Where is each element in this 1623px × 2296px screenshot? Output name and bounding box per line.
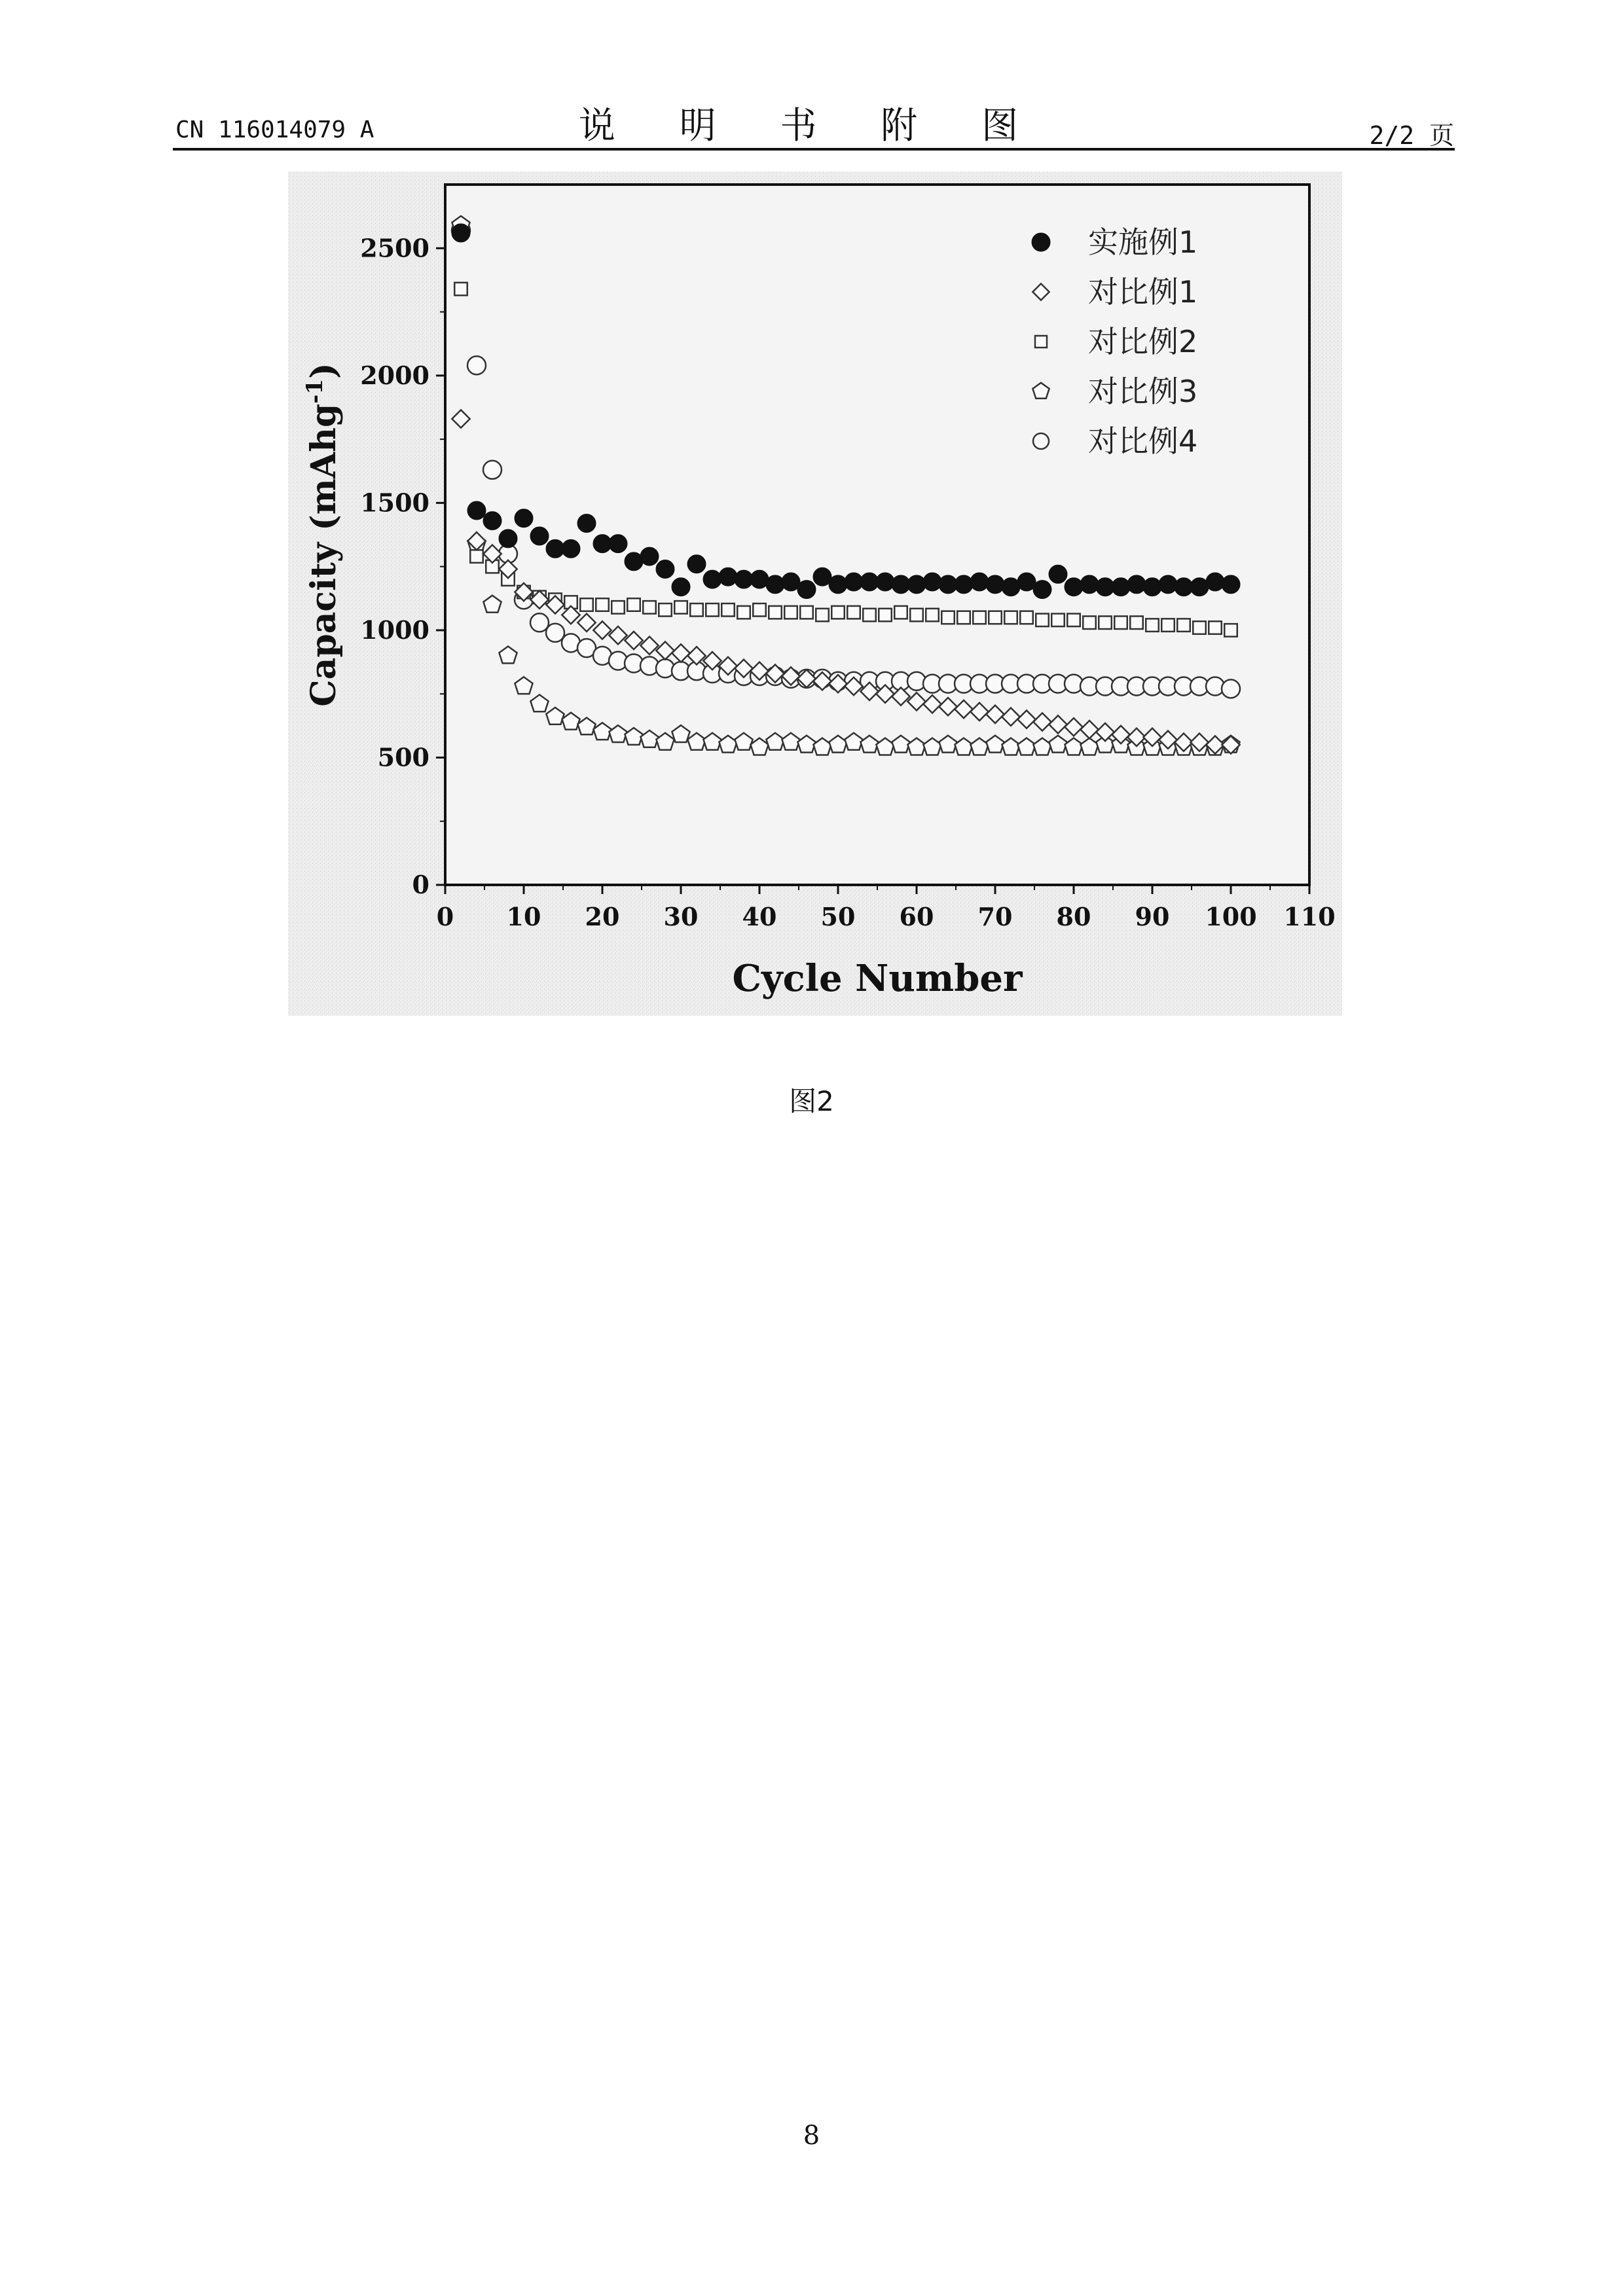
data-point bbox=[1099, 616, 1112, 629]
publication-number: CN 116014079 A bbox=[175, 117, 374, 143]
data-point bbox=[784, 606, 797, 619]
data-point bbox=[1161, 619, 1175, 632]
data-point bbox=[546, 624, 564, 642]
data-point bbox=[611, 601, 625, 614]
data-point bbox=[1193, 621, 1206, 634]
figure-caption: 图2 bbox=[789, 1085, 834, 1117]
x-tick-label: 80 bbox=[1056, 902, 1091, 931]
data-point bbox=[530, 527, 549, 545]
data-point bbox=[1146, 619, 1159, 632]
data-point bbox=[973, 611, 986, 624]
data-point bbox=[719, 567, 737, 586]
data-point bbox=[766, 575, 784, 594]
data-point bbox=[970, 573, 989, 591]
data-point bbox=[829, 575, 847, 594]
page-count: 2/2 页 bbox=[1369, 121, 1454, 150]
data-point bbox=[907, 575, 926, 594]
data-point bbox=[640, 547, 659, 565]
data-point bbox=[894, 606, 907, 619]
legend-marker bbox=[1033, 433, 1049, 449]
data-point bbox=[562, 539, 580, 558]
data-point bbox=[753, 603, 766, 617]
data-point bbox=[926, 609, 939, 622]
page-number: 8 bbox=[803, 2121, 820, 2151]
data-point bbox=[452, 224, 470, 242]
y-tick-label: 500 bbox=[377, 742, 429, 772]
data-point bbox=[910, 609, 923, 622]
x-tick-label: 50 bbox=[820, 902, 856, 931]
data-point bbox=[706, 603, 719, 617]
x-tick-label: 60 bbox=[899, 902, 934, 931]
data-point bbox=[957, 611, 970, 624]
data-point bbox=[1036, 614, 1049, 627]
data-point bbox=[467, 356, 486, 374]
x-tick-label: 100 bbox=[1205, 902, 1257, 931]
legend-label: 对比例2 bbox=[1088, 324, 1198, 359]
legend-label: 对比例3 bbox=[1088, 374, 1198, 409]
data-point bbox=[1127, 575, 1146, 594]
data-point bbox=[769, 606, 782, 619]
data-point bbox=[1222, 679, 1240, 698]
x-tick-label: 30 bbox=[663, 902, 699, 931]
data-point bbox=[876, 573, 894, 591]
x-tick-label: 90 bbox=[1135, 902, 1170, 931]
figure bbox=[288, 171, 1342, 1016]
header-rule bbox=[173, 148, 1455, 151]
capacity-chart bbox=[288, 171, 1342, 1016]
data-point bbox=[1209, 621, 1222, 634]
data-point bbox=[703, 570, 721, 588]
data-point bbox=[1143, 578, 1161, 596]
data-point bbox=[674, 601, 687, 614]
data-point bbox=[1051, 614, 1065, 627]
data-point bbox=[831, 606, 845, 619]
y-tick-label: 2500 bbox=[360, 233, 429, 263]
data-point bbox=[941, 611, 955, 624]
data-point bbox=[483, 512, 501, 530]
data-point bbox=[515, 509, 533, 528]
data-point bbox=[1224, 624, 1237, 637]
data-point bbox=[643, 601, 656, 614]
legend-marker bbox=[1035, 336, 1047, 348]
data-point bbox=[923, 573, 941, 591]
data-point bbox=[659, 603, 672, 617]
legend-label: 对比例4 bbox=[1088, 423, 1198, 459]
y-tick-label: 1500 bbox=[360, 488, 429, 518]
data-point bbox=[1067, 614, 1080, 627]
data-point bbox=[1130, 616, 1143, 629]
data-point bbox=[1004, 611, 1017, 624]
data-point bbox=[483, 461, 501, 479]
data-point bbox=[577, 514, 596, 532]
data-point bbox=[656, 560, 674, 579]
data-point bbox=[672, 578, 690, 596]
data-point bbox=[470, 550, 483, 563]
data-point bbox=[499, 529, 517, 548]
data-point bbox=[721, 603, 735, 617]
data-point bbox=[1033, 581, 1051, 599]
data-point bbox=[955, 575, 973, 594]
data-point bbox=[1083, 616, 1096, 629]
data-point bbox=[687, 555, 706, 573]
y-tick-label: 2000 bbox=[360, 360, 429, 390]
data-point bbox=[454, 283, 467, 296]
data-point bbox=[596, 598, 609, 611]
x-tick-label: 110 bbox=[1283, 902, 1336, 931]
data-point bbox=[1112, 578, 1130, 596]
legend-label: 对比例1 bbox=[1088, 274, 1198, 310]
data-point bbox=[800, 606, 813, 619]
y-tick-label: 0 bbox=[412, 870, 429, 899]
x-axis-label: Cycle Number bbox=[732, 957, 1023, 1000]
document-section-title: 说 明 书 附 图 bbox=[578, 105, 1045, 147]
page-header bbox=[0, 0, 1623, 157]
data-point bbox=[1080, 575, 1099, 594]
x-tick-label: 0 bbox=[436, 902, 454, 931]
data-point bbox=[1114, 616, 1127, 629]
data-point bbox=[986, 575, 1004, 594]
data-point bbox=[816, 609, 829, 622]
data-point bbox=[1177, 619, 1190, 632]
data-point bbox=[530, 613, 549, 632]
data-point bbox=[797, 581, 816, 599]
data-point bbox=[690, 603, 703, 617]
x-tick-label: 20 bbox=[585, 902, 620, 931]
data-point bbox=[989, 611, 1002, 624]
data-point bbox=[863, 609, 876, 622]
data-point bbox=[879, 609, 892, 622]
data-point bbox=[1222, 575, 1240, 594]
data-point bbox=[1159, 575, 1177, 594]
data-point bbox=[1206, 573, 1224, 591]
data-point bbox=[580, 598, 593, 611]
legend-label: 实施例1 bbox=[1088, 224, 1198, 260]
data-point bbox=[1020, 611, 1033, 624]
data-point bbox=[1065, 578, 1083, 596]
data-point bbox=[467, 501, 486, 520]
x-tick-label: 40 bbox=[742, 902, 777, 931]
data-point bbox=[609, 535, 627, 553]
data-point bbox=[847, 606, 860, 619]
y-axis-label: Capacity (mAhg$^{-1}$) bbox=[302, 363, 344, 707]
legend-marker bbox=[1032, 233, 1050, 251]
y-tick-label: 1000 bbox=[360, 615, 429, 645]
data-point bbox=[1049, 565, 1067, 583]
x-tick-label: 70 bbox=[977, 902, 1013, 931]
x-tick-label: 10 bbox=[506, 902, 541, 931]
data-point bbox=[627, 598, 640, 611]
data-point bbox=[737, 606, 750, 619]
